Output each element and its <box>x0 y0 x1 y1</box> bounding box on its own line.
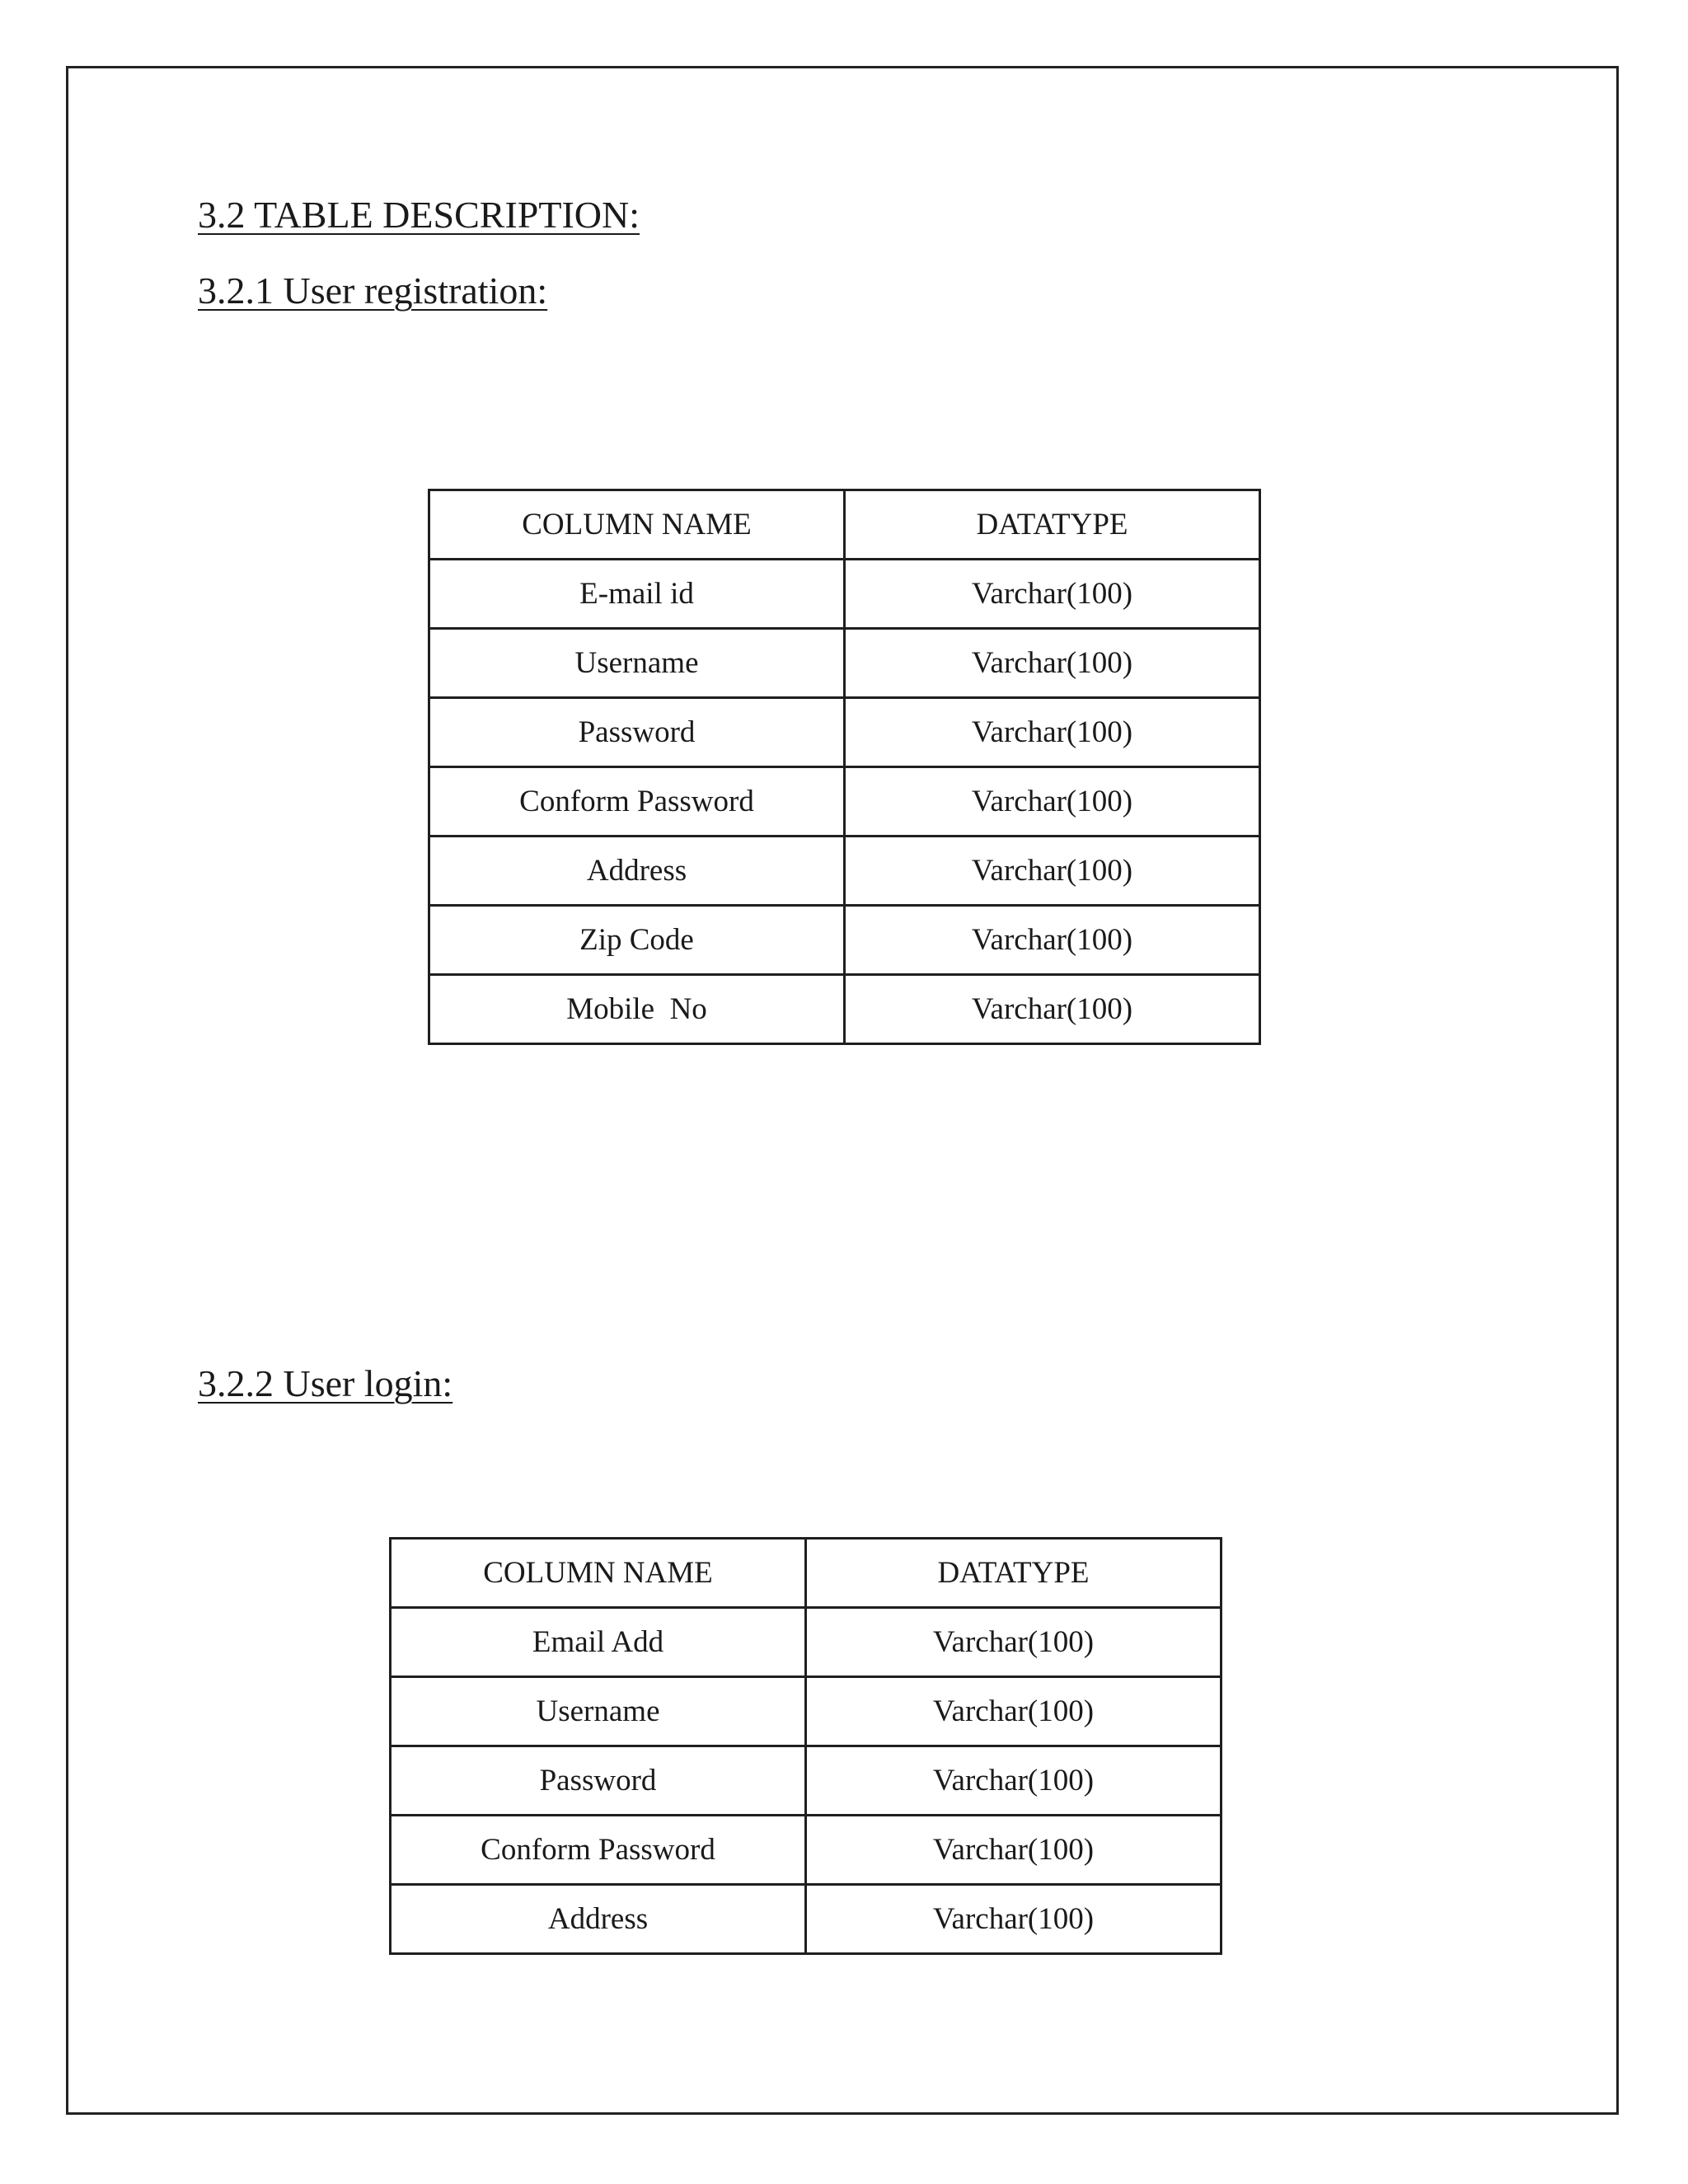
login-table <box>389 1537 1222 1955</box>
table-row <box>391 1608 1221 1677</box>
column-name-cell: Password <box>391 1746 806 1816</box>
column-name-cell: Password <box>429 698 845 767</box>
datatype-cell: Varchar(100) <box>806 1677 1221 1746</box>
table-row <box>429 906 1260 975</box>
datatype-cell: Varchar(100) <box>845 906 1260 975</box>
datatype-cell: Varchar(100) <box>845 698 1260 767</box>
datatype-cell: Varchar(100) <box>845 837 1260 906</box>
column-name-cell: Zip Code <box>429 906 845 975</box>
datatype-cell: Varchar(100) <box>845 767 1260 837</box>
table-row <box>429 560 1260 629</box>
table-row <box>391 1677 1221 1746</box>
datatype-header: DATATYPE <box>845 490 1260 560</box>
column-name-cell: Email Add <box>391 1608 806 1677</box>
section-heading: 3.2 TABLE DESCRIPTION: <box>198 194 640 236</box>
registration-table <box>428 489 1261 1045</box>
datatype-cell: Varchar(100) <box>845 975 1260 1044</box>
column-name-cell: E-mail id <box>429 560 845 629</box>
datatype-cell: Varchar(100) <box>806 1608 1221 1677</box>
datatype-header: DATATYPE <box>806 1539 1221 1608</box>
column-name-cell: Username <box>429 629 845 698</box>
column-name-cell: Conform Password <box>391 1816 806 1885</box>
table-header-row <box>429 490 1260 560</box>
registration-heading: 3.2.1 User registration: <box>198 269 548 312</box>
table-row <box>429 837 1260 906</box>
column-name-cell: Mobile No <box>429 975 845 1044</box>
table-row <box>391 1746 1221 1816</box>
table-row <box>429 975 1260 1044</box>
table-header-row <box>391 1539 1221 1608</box>
table-row <box>391 1885 1221 1954</box>
column-name-cell: Address <box>429 837 845 906</box>
column-name-header: COLUMN NAME <box>429 490 845 560</box>
datatype-cell: Varchar(100) <box>845 629 1260 698</box>
datatype-cell: Varchar(100) <box>806 1816 1221 1885</box>
login-heading: 3.2.2 User login: <box>198 1362 453 1404</box>
table-row <box>429 698 1260 767</box>
column-name-cell: Username <box>391 1677 806 1746</box>
table-row <box>429 629 1260 698</box>
datatype-cell: Varchar(100) <box>845 560 1260 629</box>
table-row <box>429 767 1260 837</box>
column-name-cell: Address <box>391 1885 806 1954</box>
datatype-cell: Varchar(100) <box>806 1746 1221 1816</box>
column-name-header: COLUMN NAME <box>391 1539 806 1608</box>
column-name-cell: Conform Password <box>429 767 845 837</box>
datatype-cell: Varchar(100) <box>806 1885 1221 1954</box>
table-row <box>391 1816 1221 1885</box>
